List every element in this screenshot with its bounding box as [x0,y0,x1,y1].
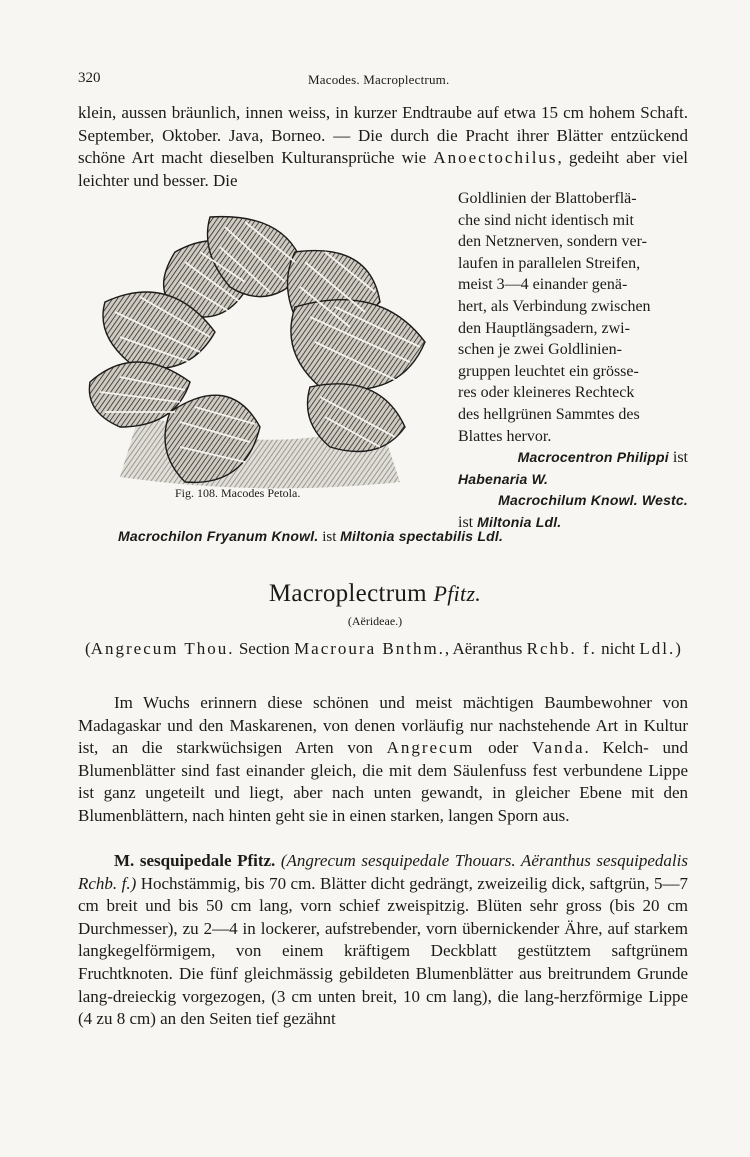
section-synonyms [78,638,688,660]
synonym-word: ist [458,513,478,531]
side-line: schen je zwei Goldlinien- [458,341,622,359]
text: Im Wuchs erinnern diese schönen und meist mächtigen Baumbewohner von Madagaskar und den Maskarenen, von denen vorläufig nur nachstehende Art in Kultur ist, an die starkwüchsigen Arten von [78,693,688,758]
paren: ( [85,639,91,658]
side-line: gruppen leuchtet ein grösse- [458,362,639,380]
synonym-habenaria [458,469,688,491]
top-paragraph [78,102,688,192]
synonym-word: Section [234,639,295,658]
synonym-name: Macrochilon Fryanum Knowl. [118,528,319,544]
genus-vanda: Vanda [532,738,585,758]
side-line: Goldlinien der Blattoberflä- [458,190,637,207]
section-title-genus: Macroplectrum [268,580,427,607]
leaf-right [291,300,425,390]
synonym-macrochilon [118,528,503,546]
text: oder [474,738,533,758]
synonym-word: ist [318,529,341,545]
synonym-name: Habenaria W. [458,470,549,487]
synonym-name: Miltonia Ldl. [477,513,562,530]
synonym-angrecum: Angrecum Thou. [90,639,235,658]
side-line: den Hauptlängsadern, zwi- [458,319,630,337]
synonym-name: Macrocentron Philippi [517,449,669,466]
species-paragraph [78,850,688,1031]
genus-description [78,692,688,828]
synonym-name: Macrochilum Knowl. Westc. [498,492,688,509]
macodes-petola-illustration [80,212,440,502]
genus-anoectochilus: Anoectochilus [433,148,558,168]
synonym-author: Ldl. [639,639,676,658]
page-header [78,70,688,92]
synonym-word: ist [668,449,688,467]
side-column [458,188,688,534]
genus-description-paragraph [78,692,688,828]
section-title-author: Pfitz. [433,581,482,606]
side-line: des hellgrünen Sammtes des [458,405,640,423]
plant-engraving [80,212,440,502]
side-line: res oder kleineres Rechteck [458,384,635,402]
paren: ) [675,639,681,658]
synonym-macroura: Macroura Bnthm. [294,639,445,658]
species-text: Hochstämmig, bis 70 cm. Blätter dicht gedrängt, zweizeilig dick, saftgrün, 5—7 cm breit und bis 50 cm lang, vorn schief zweispitzig. Blüten sehr gross (bis 20 cm Durchmesser), zu 2—4 in lockerer, aufstrebender, vorn übernickender Ähre, auf starkem langkegelförmigem, von einem kräftigem Deckblatt gestütztem saftgrünem Fruchtknoten. Die fünf gleichmässig gebildeten Blumenblätter aus breitrundem Grunde lang-dreieckig vorgezogen, (3 cm unten breit, 10 cm lang), die lang-herzförmige Lippe (4 zu 8 cm) an den Seiten tief gezähnt [78,873,688,1029]
synonym-macrocentron [458,447,688,469]
section-subtitle: (Aërideae.) [347,614,403,628]
species-synonyms: (Angrecum sesquipedale Thouars. Aëranthus sesquipedalis Rchb. f.) [78,851,688,893]
running-title: Macodes. Macroplectrum. [308,72,450,87]
side-line: meist 3—4 einander genä- [458,276,628,294]
synonym-name: Miltonia spectabilis Ldl. [340,528,504,544]
figure-caption: Fig. 108. Macodes Petola. [175,486,301,500]
side-line: hert, als Verbindung zwischen [458,297,651,315]
synonym-word: nicht [596,639,640,658]
side-line: che sind nicht identisch mit [458,211,634,229]
page-number: 320 [78,70,101,86]
top-paragraph-text-2: , gedeiht aber viel leichter und besser. Die [78,148,688,190]
genus-angrecum: Angrecum [386,738,475,758]
species-name: M. sesquipedale Pfitz. [114,851,276,870]
side-line: Blattes hervor. [458,427,552,445]
side-line: laufen in parallelen Streifen, [458,254,641,272]
synonym-author: Rchb. f. [526,639,597,658]
synonym-word: , Aëranthus [444,639,527,658]
text: . Kelch- und Blumenblätter sind fast einander gleich, die mit dem Säulenfuss fest verbundene Lippe ist ganz ungeteilt und liegt, aber nach unten gewandt, in gleicher Ebene mit den Blumenblättern, nach hinten geht sie in einen starken, langen Sporn aus. [78,738,688,825]
species-description [78,850,688,1031]
side-line: den Netznerven, sondern ver- [458,233,647,251]
top-paragraph-text-1: klein, aussen bräunlich, innen weiss, in kurzer Endtraube auf etwa 15 cm hohem Schaft. September, Oktober. Java, Borneo. — Die durch die Pracht ihrer Blätter entzückend schöne Art macht dieselben Kulturansprüche wie [78,103,688,168]
synonym-macrochilum [458,490,688,512]
section-title [0,580,750,608]
